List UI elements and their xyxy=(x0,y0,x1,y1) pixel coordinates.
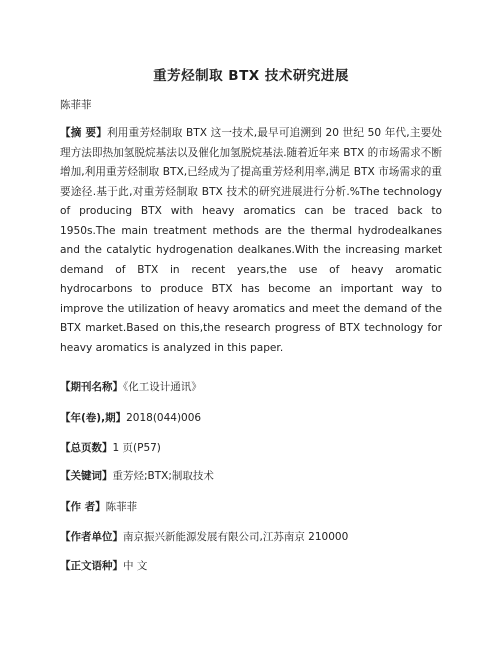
field-label: 【期刊名称】 xyxy=(60,381,123,393)
field-label: 【作者单位】 xyxy=(60,531,123,543)
field-keywords xyxy=(60,468,214,483)
field-total-pages xyxy=(60,440,161,455)
field-label: 【总页数】 xyxy=(60,442,113,454)
field-value: 南京振兴新能源发展有限公司,江苏南京 210000 xyxy=(123,531,349,543)
abstract-block xyxy=(60,124,442,358)
field-journal-name xyxy=(60,379,202,394)
field-value: 1 页(P57) xyxy=(112,442,161,454)
field-value: 中 文 xyxy=(123,560,148,572)
field-label: 【正文语种】 xyxy=(60,560,123,572)
field-value: 《化工设计通讯》 xyxy=(123,381,202,393)
field-year-volume-issue xyxy=(60,410,201,425)
field-value: 重芳烃;BTX;制取技术 xyxy=(112,470,214,482)
field-value: 2018(044)006 xyxy=(126,412,202,424)
field-label: 【关键词】 xyxy=(60,470,113,482)
field-author-affiliation xyxy=(60,529,348,544)
field-text-language xyxy=(60,558,147,573)
abstract-text: 利用重芳烃制取 BTX 这一技术,最早可追溯到 20 世纪 50 年代,主要处理方法即热加氢脱烷基法以及催化加氢脱烷基法.随着近年来 BTX 的市场需求不断增加,利用重芳烃制取 BTX,已经成为了提高重芳烃利用率,满足 BTX 市场需求的重要途径.基于此,对重芳烃制取 BTX 技术的研究进展进行分析.%The technology of producing BTX with heavy aromatics can be traced back to 1950s.The main treatment methods are the thermal hydrodealkanes and the catalytic hydrogenation dealkanes.With the increasing market demand of BTX in recent years,the use of heavy aromatic hydrocarbons to produce BTX has become an important way to improve the utilization of heavy aromatics and meet the demand of the BTX market.Based on this,the research progress of BTX technology for heavy aromatics is analyzed in this paper. xyxy=(60,127,442,354)
field-label: 【作 者】 xyxy=(60,501,106,513)
document-author: 陈菲菲 xyxy=(60,99,92,111)
field-authors xyxy=(60,499,137,514)
abstract-label: 【摘 要】 xyxy=(60,127,108,139)
field-value: 陈菲菲 xyxy=(105,501,138,513)
field-label: 【年(卷),期】 xyxy=(60,412,127,424)
document-title: 重芳烃制取 BTX 技术研究进展 xyxy=(153,68,349,84)
